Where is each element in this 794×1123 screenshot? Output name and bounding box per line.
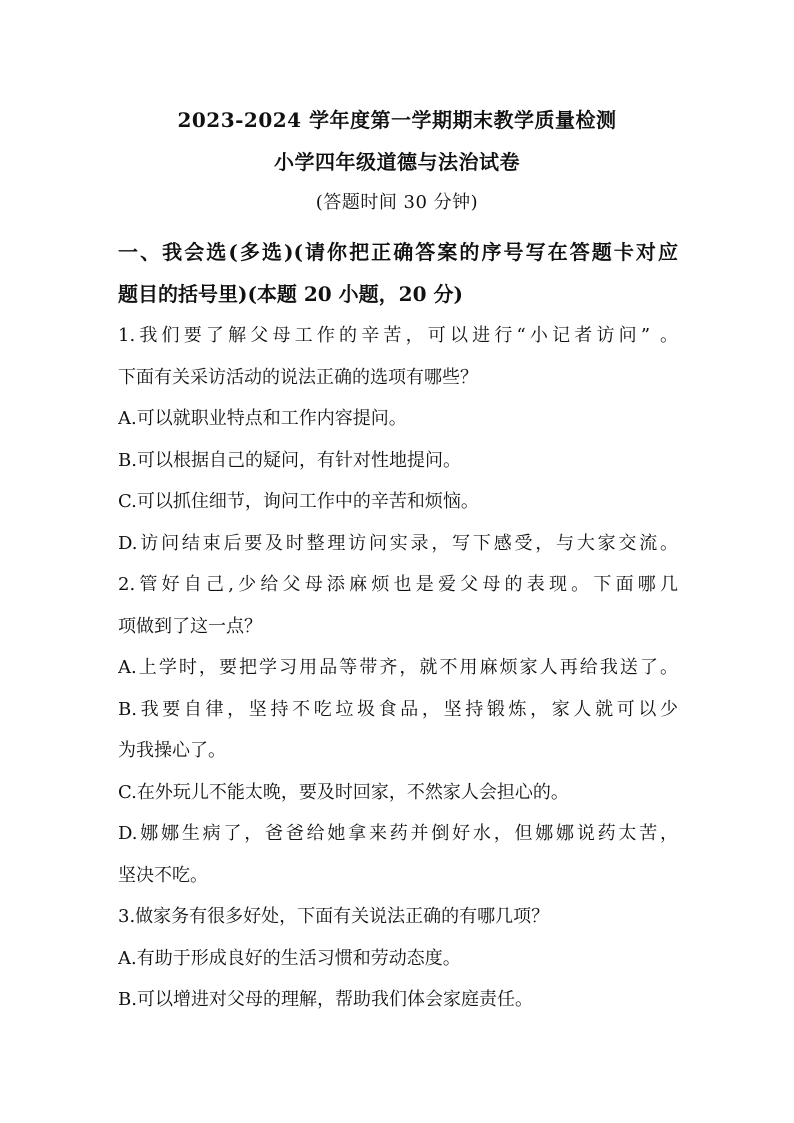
question-3-option-b: B.可以增进对父母的理解，帮助我们体会家庭责任。 bbox=[118, 989, 533, 1010]
question-2-option-a: A.上学时，要把学习用品等带齐，就不用麻烦家人再给我送了。 bbox=[118, 657, 678, 678]
exam-content bbox=[118, 232, 678, 1021]
question-1-option-b: B.可以根据自己的疑问，有针对性地提问。 bbox=[118, 449, 461, 471]
question-2-option-d-continued: 坚决不吃。 bbox=[118, 864, 208, 886]
question-1-option-a: A.可以就职业特点和工作内容提问。 bbox=[118, 408, 407, 429]
question-2-option-d: D.娜娜生病了，爸爸给她拿来药并倒好水，但娜娜说药太苦， bbox=[118, 823, 678, 844]
question-2-stem-continued: 项做到了这一点？ bbox=[118, 615, 262, 637]
question-1-option-c: C.可以抓住细节，询问工作中的辛苦和烦恼。 bbox=[118, 491, 479, 512]
question-3-option-a: A.有助于形成良好的生活习惯和劳动态度。 bbox=[118, 947, 461, 969]
question-2-stem: 2.管好自己,少给父母添麻烦也是爱父母的表现。下面哪几 bbox=[118, 574, 678, 595]
question-3-stem: 3.做家务有很多好处，下面有关说法正确的有哪几项？ bbox=[118, 906, 550, 927]
exam-subtitle: 小学四年级道德与法治试卷 bbox=[274, 150, 520, 174]
section-heading-continued: 题目的括号里)(本题 20 小题，20 分) bbox=[118, 281, 463, 306]
section-heading: 一、我会选(多选)(请你把正确答案的序号写在答题卡对应 bbox=[118, 240, 678, 264]
question-1-option-d: D.访问结束后要及时整理访问实录，写下感受，与大家交流。 bbox=[118, 532, 678, 554]
question-2-option-b: B.我要自律，坚持不吃垃圾食品，坚持锻炼，家人就可以少 bbox=[118, 698, 678, 720]
time-note: (答题时间 30 分钟) bbox=[315, 192, 479, 213]
exam-title: 2023-2024 学年度第一学期期末教学质量检测 bbox=[177, 108, 617, 132]
question-2-option-c: C.在外玩儿不能太晚，要及时回家，不然家人会担心的。 bbox=[118, 781, 569, 803]
question-1-stem: 1.我们要了解父母工作的辛苦，可以进行“小记者访问” 。 bbox=[118, 325, 678, 346]
question-2-option-b-continued: 为我操心了。 bbox=[118, 740, 226, 761]
question-1-stem-continued: 下面有关采访活动的说法正确的选项有哪些？ bbox=[118, 366, 478, 388]
